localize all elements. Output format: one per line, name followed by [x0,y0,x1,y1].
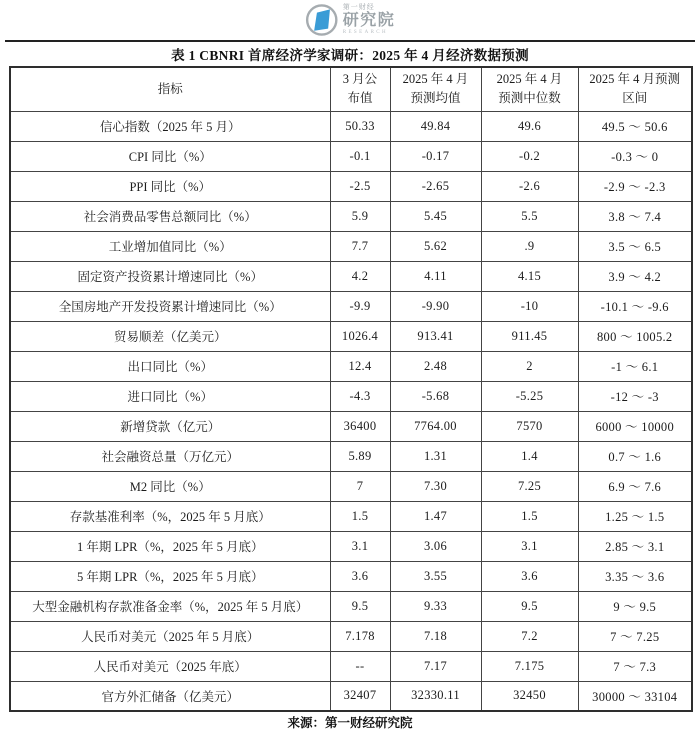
table-row [10,471,692,501]
indicator-cell: 官方外汇储备（亿美元） [10,681,330,711]
value-cell: 5.45 [390,201,481,231]
value-cell: 1026.4 [330,321,390,351]
value-cell: 32330.11 [390,681,481,711]
header-label: 布值 [347,91,373,106]
source-note: 来源：第一财经研究院 [287,716,413,730]
indicator-cell: 贸易顺差（亿美元） [10,321,330,351]
header-label: 预测中位数 [498,91,561,106]
value-cell: 1.4 [481,441,578,471]
table-body [10,111,692,711]
table-row [10,531,692,561]
header-label: 3 月公 [342,71,378,86]
value-cell: 913.41 [390,321,481,351]
value-cell: 7.175 [481,651,578,681]
value-cell: 7764.00 [390,411,481,441]
value-cell: -1 ～ 6.1 [578,351,692,381]
value-cell: 1.25 ～ 1.5 [578,501,692,531]
value-cell: 36400 [330,411,390,441]
value-cell: -0.2 [481,141,578,171]
value-cell: 5.9 [330,201,390,231]
table-row [10,291,692,321]
value-cell: 9.5 [481,591,578,621]
value-cell: 9.5 [330,591,390,621]
value-cell: 7.178 [330,621,390,651]
header-divider [5,40,695,42]
header-row [10,67,692,111]
value-cell: 0.7 ～ 1.6 [578,441,692,471]
value-cell: 4.15 [481,261,578,291]
brand-text [343,4,396,35]
table-row [10,321,692,351]
value-cell: 3.8 ～ 7.4 [578,201,692,231]
table-title: 表 1 CBNRI 首席经济学家调研：2025 年 4 月经济数据预测 [171,48,529,63]
header-label: 2025 年 4 月预测 [589,71,681,86]
cbn-logo-icon [305,3,339,37]
table-row [10,351,692,381]
value-cell: -2.9 ～ -2.3 [578,171,692,201]
value-cell: 7.18 [390,621,481,651]
value-cell: 5.5 [481,201,578,231]
brand-logo [305,2,396,37]
value-cell: 5.89 [330,441,390,471]
value-cell: 6.9 ～ 7.6 [578,471,692,501]
header-forecast-mean [390,67,481,111]
table-row [10,411,692,441]
value-cell: -2.5 [330,171,390,201]
value-cell: 2.85 ～ 3.1 [578,531,692,561]
value-cell: -0.3 ～ 0 [578,141,692,171]
value-cell: 49.6 [481,111,578,141]
value-cell: 7.30 [390,471,481,501]
value-cell: 3.6 [330,561,390,591]
value-cell: -10.1 ～ -9.6 [578,291,692,321]
value-cell: 1.31 [390,441,481,471]
indicator-cell: 人民币对美元（2025 年底） [10,651,330,681]
value-cell: -2.65 [390,171,481,201]
value-cell: -2.6 [481,171,578,201]
indicator-cell: 社会融资总量（万亿元） [10,441,330,471]
value-cell: 9 ～ 9.5 [578,591,692,621]
value-cell: 3.35 ～ 3.6 [578,561,692,591]
value-cell: 49.84 [390,111,481,141]
table-row [10,651,692,681]
header-label: 预测均值 [410,91,461,106]
header-label: 区间 [622,91,648,106]
value-cell: 4.11 [390,261,481,291]
value-cell: 7.17 [390,651,481,681]
brand-name-cn: 第一财经 [342,3,375,11]
header-march-value [330,67,390,111]
table-row [10,621,692,651]
table-row [10,261,692,291]
brand-name-main: 研究院 [342,12,396,29]
value-cell: 7.25 [481,471,578,501]
value-cell: 9.33 [390,591,481,621]
table-row [10,561,692,591]
value-cell: 2 [481,351,578,381]
indicator-cell: 人民币对美元（2025 年 5 月底） [10,621,330,651]
indicator-cell: 大型金融机构存款准备金率（%，2025 年 5 月底） [10,591,330,621]
value-cell: 3.55 [390,561,481,591]
indicator-cell: 工业增加值同比（%） [10,231,330,261]
indicator-cell: 1 年期 LPR（%，2025 年 5 月底） [10,531,330,561]
value-cell: 32450 [481,681,578,711]
value-cell: 6000 ～ 10000 [578,411,692,441]
indicator-cell: M2 同比（%） [10,471,330,501]
table-row [10,231,692,261]
value-cell: 12.4 [330,351,390,381]
table-row [10,201,692,231]
table-row [10,591,692,621]
value-cell: 3.6 [481,561,578,591]
brand-name-en: RESEARCH [342,30,389,35]
value-cell: 7.7 [330,231,390,261]
value-cell: 1.47 [390,501,481,531]
value-cell: -0.1 [330,141,390,171]
indicator-cell: 信心指数（2025 年 5 月） [10,111,330,141]
table-row [10,441,692,471]
value-cell: 7570 [481,411,578,441]
indicator-cell: 社会消费品零售总额同比（%） [10,201,330,231]
value-cell: 1.5 [330,501,390,531]
indicator-cell: 出口同比（%） [10,351,330,381]
forecast-table [9,66,693,712]
table-row [10,141,692,171]
value-cell: -10 [481,291,578,321]
value-cell: -0.17 [390,141,481,171]
value-cell: -12 ～ -3 [578,381,692,411]
value-cell: 50.33 [330,111,390,141]
value-cell: 7.2 [481,621,578,651]
value-cell: -9.9 [330,291,390,321]
table-row [10,681,692,711]
header-forecast-median [481,67,578,111]
table-row [10,171,692,201]
value-cell: 3.1 [481,531,578,561]
header-label: 2025 年 4 月 [496,71,563,86]
value-cell: 7 [330,471,390,501]
table-row [10,501,692,531]
value-cell: 1.5 [481,501,578,531]
value-cell: 30000 ～ 33104 [578,681,692,711]
indicator-cell: 存款基准利率（%，2025 年 5 月底） [10,501,330,531]
table-row [10,111,692,141]
indicator-cell: 全国房地产开发投资累计增速同比（%） [10,291,330,321]
value-cell: 7 ～ 7.25 [578,621,692,651]
indicator-cell: 进口同比（%） [10,381,330,411]
indicator-cell: 5 年期 LPR（%，2025 年 5 月底） [10,561,330,591]
indicator-cell: 固定资产投资累计增速同比（%） [10,261,330,291]
indicator-cell: 新增贷款（亿元） [10,411,330,441]
value-cell: 911.45 [481,321,578,351]
value-cell: 5.62 [390,231,481,261]
header-indicator [10,67,330,111]
value-cell: 32407 [330,681,390,711]
value-cell: -- [330,651,390,681]
value-cell: .9 [481,231,578,261]
header-label: 2025 年 4 月 [402,71,469,86]
value-cell: -9.90 [390,291,481,321]
value-cell: 49.5 ～ 50.6 [578,111,692,141]
indicator-cell: CPI 同比（%） [10,141,330,171]
value-cell: 3.9 ～ 4.2 [578,261,692,291]
table-header [10,67,692,111]
value-cell: -5.25 [481,381,578,411]
value-cell: 4.2 [330,261,390,291]
value-cell: -5.68 [390,381,481,411]
header-forecast-range [578,67,692,111]
value-cell: 3.06 [390,531,481,561]
value-cell: 2.48 [390,351,481,381]
header-label: 指标 [157,81,183,96]
indicator-cell: PPI 同比（%） [10,171,330,201]
value-cell: 7 ～ 7.3 [578,651,692,681]
value-cell: 3.1 [330,531,390,561]
value-cell: -4.3 [330,381,390,411]
table-row [10,381,692,411]
value-cell: 800 ～ 1005.2 [578,321,692,351]
value-cell: 3.5 ～ 6.5 [578,231,692,261]
